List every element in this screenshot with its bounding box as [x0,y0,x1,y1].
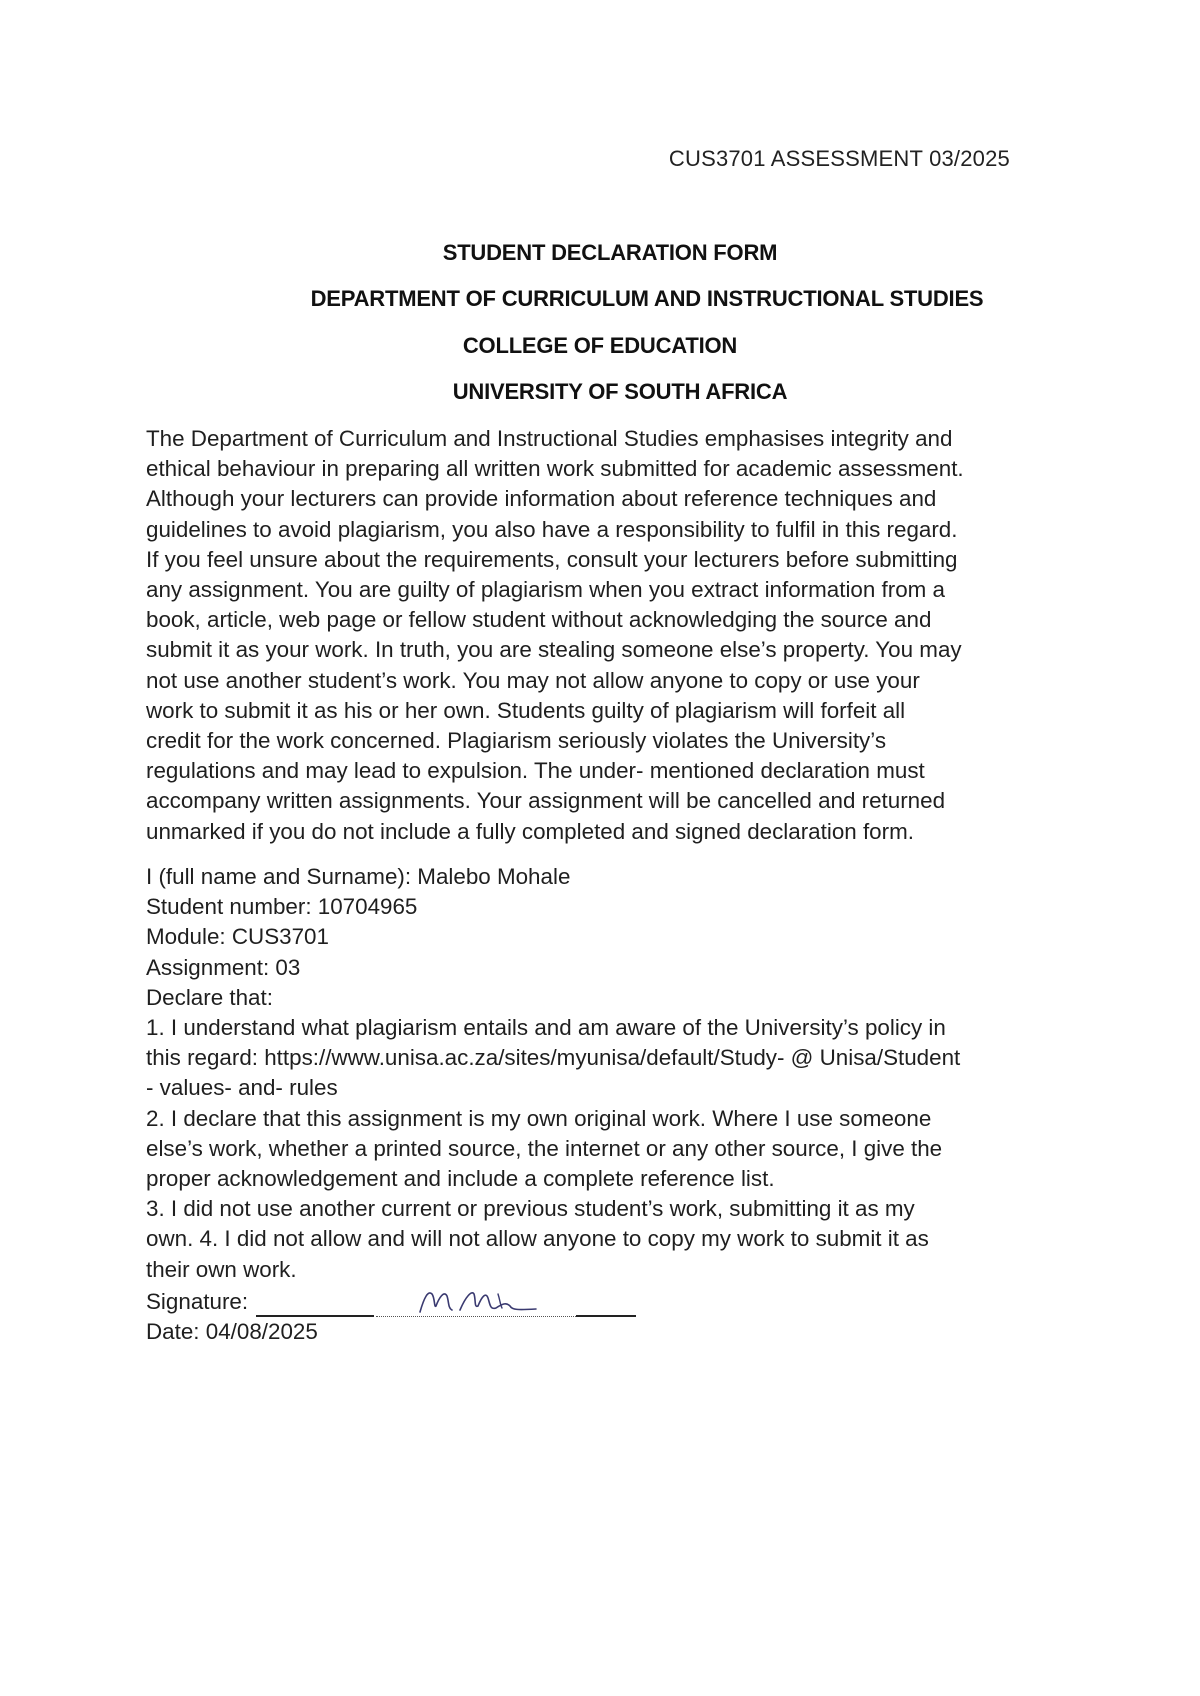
declaration-point-2: proper acknowledgement and include a complete reference list. [146,1166,775,1192]
declaration-point-2: else’s work, whether a printed source, the internet or any other source, I give the [146,1135,943,1161]
intro-line: credit for the work concerned. Plagiarism seriously violates the University’s [146,728,887,754]
intro-line: submit it as your work. In truth, you are stealing someone else’s property. You may [146,637,962,663]
intro-line: book, article, web page or fellow student without acknowledging the source and [146,607,932,633]
college-heading: COLLEGE OF EDUCATION [462,333,738,358]
intro-line: guidelines to avoid plagiarism, you also have a responsibility to fulfil in this regard. [146,516,958,542]
declare-that-label: Declare that: [146,984,273,1010]
form-title: STUDENT DECLARATION FORM [442,240,778,265]
signature-image [376,1282,576,1317]
intro-line: accompany written assignments. Your assignment will be cancelled and returned [146,788,946,814]
intro-paragraph [146,424,1076,847]
intro-line: regulations and may lead to expulsion. The under- mentioned declaration must [146,758,925,784]
university-heading: UNIVERSITY OF SOUTH AFRICA [452,379,788,404]
intro-line: work to submit it as his or her own. Students guilty of plagiarism will forfeit all [146,697,906,723]
declaration-point-3: 3. I did not use another current or previous student’s work, submitting it as my [146,1196,915,1222]
department-heading: DEPARTMENT OF CURRICULUM AND INSTRUCTIONAL STUDIES [310,286,984,311]
intro-line: ethical behaviour in preparing all written work submitted for academic assessment. [146,456,964,482]
assignment-field: Assignment: 03 [146,954,301,980]
declaration-point-3: own. 4. I did not allow and will not allow anyone to copy my work to submit it as [146,1226,929,1252]
intro-line: unmarked if you do not include a fully completed and signed declaration form. [146,818,914,844]
declaration-point-3: their own work. [146,1256,297,1282]
declaration-point-1: this regard: https://www.unisa.ac.za/sites/myunisa/default/Study- @ Unisa/Student [146,1045,961,1071]
handwritten-signature-icon [416,1284,556,1316]
signature-underline [256,1297,374,1317]
intro-line: If you feel unsure about the requirements, consult your lecturers before submitting [146,546,958,572]
intro-line: Although your lecturers can provide information about reference techniques and [146,486,937,512]
declaration-section [146,862,1076,1347]
assessment-code: CUS3701 ASSESSMENT 03/2025 [668,146,1010,171]
intro-line: not use another student’s work. You may not allow anyone to copy or use your [146,667,920,693]
student-number-field: Student number: 10704965 [146,894,418,920]
declaration-point-1: - values- and- rules [146,1075,338,1101]
signature-row [146,1285,1076,1317]
signature-underline-end [576,1297,636,1317]
intro-line: any assignment. You are guilty of plagiarism when you extract information from a [146,577,946,603]
intro-line: The Department of Curriculum and Instructional Studies emphasises integrity and [146,426,953,451]
module-field: Module: CUS3701 [146,924,329,950]
date-field: Date: 04/08/2025 [146,1318,318,1344]
declaration-point-1: 1. I understand what plagiarism entails and am aware of the University’s policy in [146,1015,946,1041]
signature-label: Signature: [146,1288,249,1314]
declaration-point-2: 2. I declare that this assignment is my own original work. Where I use someone [146,1105,932,1131]
full-name-field: I (full name and Surname): Malebo Mohale [146,864,571,889]
